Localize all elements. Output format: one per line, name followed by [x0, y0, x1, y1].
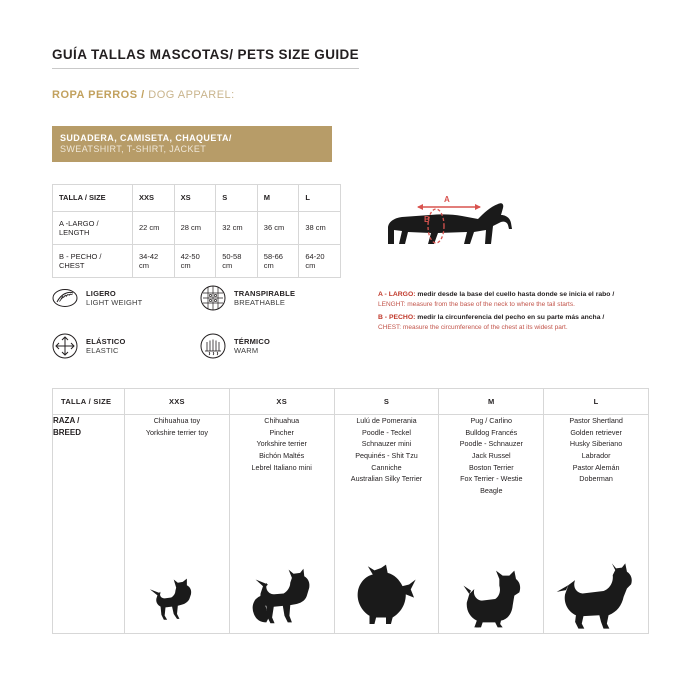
note-a-es	[378, 290, 668, 300]
table-row	[53, 415, 649, 634]
size-table-header-0: TALLA / SIZE	[53, 184, 133, 211]
list-item: Fox Terrier - Westie	[460, 474, 523, 484]
list-item: Chihuahua	[264, 416, 300, 425]
list-item: Poodle - Teckel	[361, 427, 411, 437]
list-item: Lebrel Italiano mini	[251, 462, 312, 472]
legend-label-elastic	[86, 337, 126, 355]
list-item: Golden retriever	[570, 427, 622, 437]
cell-chest-xxs: 34-42 cm	[133, 244, 175, 277]
cell-chest-m: 58-66 cm	[257, 244, 299, 277]
table-row	[53, 244, 341, 277]
list-item: Doberman	[579, 474, 613, 484]
note-b-en: CHEST: measure the circumference of the chest at its widest part.	[378, 324, 568, 332]
breed-table-wrapper	[52, 388, 648, 634]
diagram-label-b: B	[424, 215, 430, 224]
breed-list-s	[335, 415, 439, 485]
mesh-breathable-icon	[200, 285, 226, 311]
list-item: Bulldog Francés	[465, 427, 518, 437]
list-item: Pastor Alemán	[572, 462, 620, 472]
breed-cell-m	[439, 415, 544, 634]
breed-list-xs	[230, 415, 334, 473]
breed-header-2: XS	[229, 389, 334, 415]
note-a-en: LENGHT: measure from the base of the neck to where the tail starts.	[378, 300, 575, 308]
list-item: Lulú de Pomerania	[356, 416, 417, 425]
legend-item-warm	[200, 333, 348, 359]
subtitle-es: ROPA PERROS /	[52, 89, 145, 101]
list-item: Bichón Maltés	[259, 450, 305, 460]
list-item: Beagle	[480, 485, 503, 495]
row-label-chest: B - PECHO / CHEST	[53, 244, 133, 277]
cell-length-xxs: 22 cm	[133, 211, 175, 244]
subtitle-en: DOG APPAREL:	[144, 89, 235, 101]
legend-title-1: TRANSPIRABLE	[234, 289, 296, 298]
breed-header-row	[53, 389, 649, 415]
list-item: Labrador	[581, 450, 611, 460]
cell-chest-l: 64-20 cm	[299, 244, 341, 277]
feature-legend	[52, 285, 352, 381]
breed-cell-xxs	[125, 415, 230, 634]
table-row	[53, 211, 341, 244]
breed-header-5: L	[544, 389, 649, 415]
size-table-header-4: M	[257, 184, 299, 211]
cell-length-s: 32 cm	[216, 211, 258, 244]
chihuahua-silhouette	[125, 571, 229, 629]
dog-measurement-diagram	[378, 182, 658, 272]
breed-header-0: TALLA / SIZE	[53, 389, 125, 415]
breed-size-table	[52, 388, 649, 634]
row-label-length: A -LARGO / LENGTH	[53, 211, 133, 244]
pomeranian-silhouette	[335, 563, 439, 629]
cell-length-m: 36 cm	[257, 211, 299, 244]
legend-subtitle-3: WARM	[234, 346, 259, 355]
legend-item-light-weight	[52, 285, 200, 311]
bulldog-silhouette	[439, 569, 543, 629]
list-item: Yorkshire terrier toy	[145, 427, 208, 437]
cell-chest-xs: 42-50 cm	[174, 244, 216, 277]
thermal-warm-icon	[200, 333, 226, 359]
legend-title-3: TÉRMICO	[234, 337, 270, 346]
breed-header-3: S	[334, 389, 439, 415]
size-table-header-2: XS	[174, 184, 216, 211]
list-item: Pastor Shertland	[569, 416, 623, 425]
legend-subtitle-1: BREATHABLE	[234, 298, 286, 307]
note-a-label: A - LARGO:	[378, 291, 416, 298]
breed-row-label-line1: RAZA /	[53, 416, 80, 425]
measurement-notes	[378, 290, 668, 337]
breed-row-label-line2: BREED	[53, 428, 82, 437]
size-table-header-5: L	[299, 184, 341, 211]
list-item: Canniche	[371, 462, 402, 472]
section-subtitle	[52, 89, 648, 101]
breed-list-l	[544, 415, 648, 485]
breed-cell-s	[334, 415, 439, 634]
list-item: Australian Silky Terrier	[350, 474, 423, 484]
list-item: Yorkshire terrier	[256, 439, 307, 449]
legend-item-elastic	[52, 333, 200, 359]
list-item: Chihuahua toy	[153, 416, 201, 425]
list-item: Pincher	[269, 427, 294, 437]
legend-subtitle-2: ELASTIC	[86, 346, 119, 355]
breed-cell-xs	[229, 415, 334, 634]
cell-length-xs: 28 cm	[174, 211, 216, 244]
doberman-silhouette	[544, 563, 648, 629]
diagram-label-a: A	[444, 195, 450, 204]
breed-list-xxs	[125, 415, 229, 438]
breed-header-4: M	[439, 389, 544, 415]
elastic-arrows-icon	[52, 333, 78, 359]
size-measurements-table	[52, 184, 341, 278]
banner-line-en: SWEATSHIRT, T-SHIRT, JACKET	[60, 144, 207, 155]
breed-row-label	[53, 415, 125, 634]
cell-length-l: 38 cm	[299, 211, 341, 244]
list-item: Husky Siberiano	[569, 439, 623, 449]
note-a-text: medir desde la base del cuello hasta donde se inicia el rabo /	[415, 291, 615, 298]
legend-item-breathable	[200, 285, 348, 311]
list-item: Jack Russel	[471, 450, 511, 460]
breed-header-1: XXS	[125, 389, 230, 415]
list-item: Boston Terrier	[468, 462, 514, 472]
page-title: GUÍA TALLAS MASCOTAS/ PETS SIZE GUIDE	[52, 47, 359, 69]
legend-title-0: LIGERO	[86, 289, 116, 298]
breed-list-m	[439, 415, 543, 497]
category-banner	[52, 126, 332, 162]
legend-label-warm	[234, 337, 270, 355]
note-b-es	[378, 313, 668, 323]
legend-subtitle-0: LIGHT WEIGHT	[86, 298, 143, 307]
size-table-header-1: XXS	[133, 184, 175, 211]
list-item: Pequinés - Shit Tzu	[355, 450, 418, 460]
note-b-text: medir la circunferencia del pecho en su parte más ancha /	[415, 314, 605, 322]
legend-row-1	[52, 285, 352, 311]
note-b-label: B - PECHO:	[378, 314, 416, 322]
table-header-row	[53, 184, 341, 211]
legend-label-light-weight	[86, 289, 142, 307]
small-terrier-silhouette	[230, 563, 334, 629]
legend-title-2: ELÁSTICO	[86, 337, 126, 346]
list-item: Pug / Carlino	[470, 416, 513, 425]
legend-row-2	[52, 333, 352, 359]
cell-chest-s: 50-58 cm	[216, 244, 258, 277]
size-table-header-3: S	[216, 184, 258, 211]
legend-label-breathable	[234, 289, 295, 307]
banner-line-es: SUDADERA, CAMISETA, CHAQUETA/	[60, 133, 232, 143]
feather-icon	[52, 285, 78, 311]
list-item: Poodle - Schnauzer	[459, 439, 523, 449]
list-item: Schnauzer mini	[361, 439, 412, 449]
breed-cell-l	[544, 415, 649, 634]
